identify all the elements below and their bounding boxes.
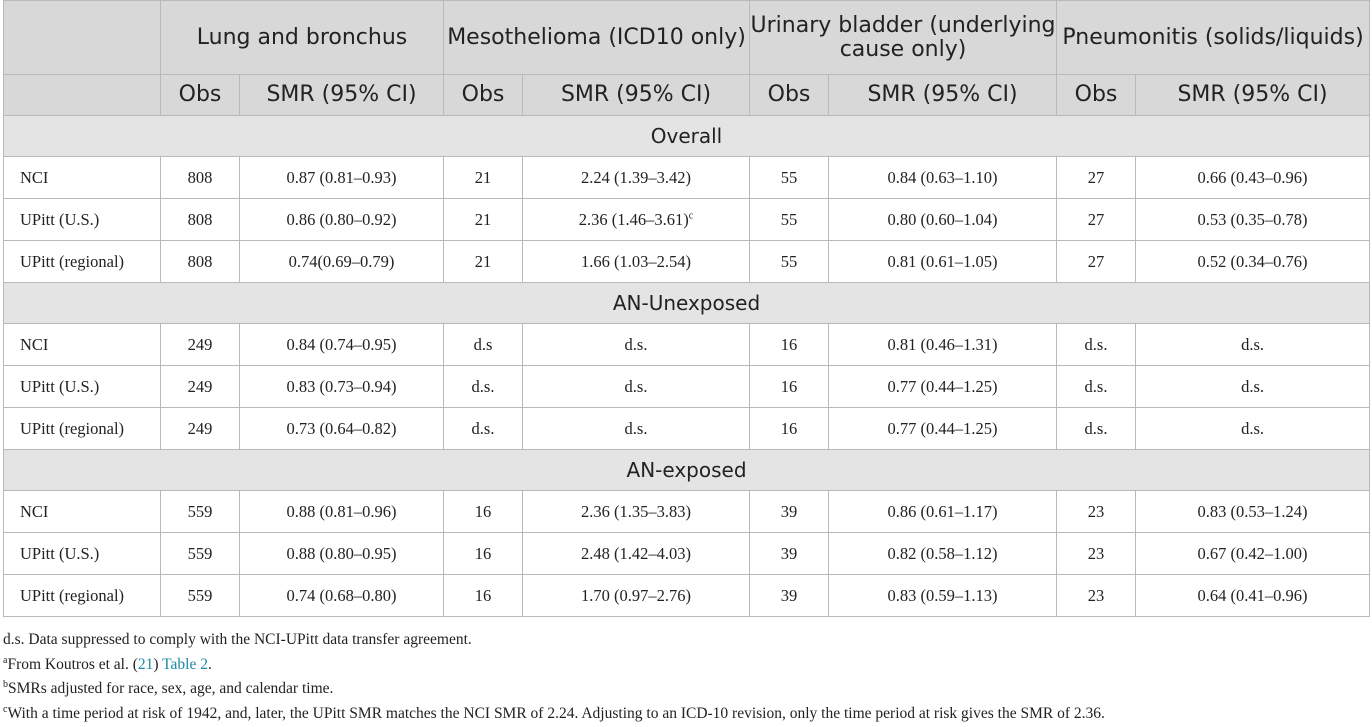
cell-value: 808 <box>187 251 213 271</box>
smr-cell <box>829 324 1057 366</box>
cell-value: 249 <box>187 418 213 438</box>
group-header: Urinary bladder (underlying cause only) <box>750 1 1057 75</box>
row-label: UPitt (U.S.) <box>4 533 161 575</box>
cell-value: 0.87 (0.81–0.93) <box>286 167 397 187</box>
obs-cell <box>161 533 240 575</box>
row-label: UPitt (regional) <box>4 575 161 617</box>
cell-value: 23 <box>1087 543 1105 563</box>
section-title: Overall <box>4 116 1370 157</box>
cell-value: 0.86 (0.61–1.17) <box>887 501 998 521</box>
cell-value: 808 <box>187 209 213 229</box>
obs-cell <box>750 157 829 199</box>
smr-cell <box>240 199 444 241</box>
smr-cell <box>523 324 750 366</box>
smr-cell <box>829 199 1057 241</box>
obs-cell <box>1057 533 1136 575</box>
footnotes <box>3 628 1369 726</box>
cell-value: 0.77 (0.44–1.25) <box>887 376 998 396</box>
obs-cell <box>1057 575 1136 617</box>
smr-cell <box>523 241 750 283</box>
smr-header: SMR (95% CI) <box>523 75 750 116</box>
cell-value: 21 <box>474 251 492 271</box>
obs-cell <box>444 199 523 241</box>
table-row <box>4 575 1370 617</box>
smr-cell <box>1136 408 1370 450</box>
obs-cell <box>444 575 523 617</box>
obs-header: Obs <box>1057 75 1136 116</box>
table-row <box>4 366 1370 408</box>
cell-value: 16 <box>780 334 798 354</box>
smr-cell <box>1136 157 1370 199</box>
cell-value: d.s. <box>1241 418 1264 438</box>
cell-value: 1.70 (0.97–2.76) <box>581 585 692 605</box>
obs-cell <box>1057 157 1136 199</box>
cell-value: d.s. <box>624 334 648 354</box>
cell-value: 0.88 (0.81–0.96) <box>286 501 397 521</box>
table-row <box>4 533 1370 575</box>
table-link[interactable]: Table 2 <box>162 655 208 673</box>
cell-value: 249 <box>187 376 213 396</box>
footnote-text: . <box>208 655 212 673</box>
obs-header: Obs <box>161 75 240 116</box>
section-title: AN-exposed <box>4 450 1370 491</box>
table-row <box>4 157 1370 199</box>
smr-cell <box>829 157 1057 199</box>
smr-cell <box>523 199 750 241</box>
cell-value: 0.83 (0.73–0.94) <box>286 376 397 396</box>
smr-header: SMR (95% CI) <box>1136 75 1370 116</box>
cell-value: 27 <box>1087 209 1105 229</box>
cell-value: 39 <box>780 501 798 521</box>
obs-cell <box>750 575 829 617</box>
cell-value: 2.36 (1.46–3.61) <box>578 209 689 229</box>
cell-value: d.s. <box>624 418 648 438</box>
obs-cell <box>161 491 240 533</box>
obs-cell <box>161 575 240 617</box>
cell-value: 55 <box>780 209 798 229</box>
footnote-a <box>3 653 1369 678</box>
header-corner <box>4 75 161 116</box>
smr-cell <box>829 408 1057 450</box>
cell-value: 23 <box>1087 585 1105 605</box>
header-row-groups <box>4 1 1370 75</box>
cell-value: 16 <box>780 376 798 396</box>
smr-cell <box>240 533 444 575</box>
obs-cell <box>444 408 523 450</box>
smr-cell <box>240 408 444 450</box>
cell-value: d.s. <box>1084 418 1108 438</box>
cell-value: 0.88 (0.80–0.95) <box>286 543 397 563</box>
smr-cell <box>523 157 750 199</box>
footnote-mark: b <box>3 678 8 690</box>
cell-value: 2.36 (1.35–3.83) <box>581 501 692 521</box>
cell-value: 0.74(0.69–0.79) <box>288 251 395 271</box>
cell-value: 23 <box>1087 501 1105 521</box>
cell-value: d.s. <box>624 376 648 396</box>
cell-value: 0.67 (0.42–1.00) <box>1197 543 1308 563</box>
cell-value: 2.24 (1.39–3.42) <box>581 167 692 187</box>
obs-cell <box>1057 199 1136 241</box>
obs-cell <box>161 408 240 450</box>
obs-cell <box>161 366 240 408</box>
cell-value: d.s. <box>471 376 495 396</box>
table-row <box>4 324 1370 366</box>
cell-value: 55 <box>780 251 798 271</box>
footnote-mark: c <box>688 210 694 221</box>
cell-value: d.s. <box>1084 334 1108 354</box>
cell-value: 0.83 (0.53–1.24) <box>1197 501 1308 521</box>
footnote-text: ) <box>153 655 163 673</box>
cell-value: 559 <box>187 585 213 605</box>
row-label: NCI <box>4 491 161 533</box>
obs-cell <box>750 533 829 575</box>
obs-cell <box>750 408 829 450</box>
cell-value: 27 <box>1087 167 1105 187</box>
cell-value: 559 <box>187 543 213 563</box>
section-row <box>4 116 1370 157</box>
section-title: AN-Unexposed <box>4 283 1370 324</box>
obs-cell <box>750 366 829 408</box>
cell-value: 0.74 (0.68–0.80) <box>286 585 397 605</box>
obs-cell <box>1057 366 1136 408</box>
group-header: Mesothelioma (ICD10 only) <box>444 1 750 75</box>
cell-value: 16 <box>780 418 798 438</box>
footnote-ds: d.s. Data suppressed to comply with the NCI-UPitt data transfer agreement. <box>3 631 472 648</box>
smr-cell <box>829 366 1057 408</box>
footnote-mark: c <box>3 703 8 715</box>
smr-cell <box>240 241 444 283</box>
cell-value: 0.64 (0.41–0.96) <box>1197 585 1308 605</box>
cell-value: 1.66 (1.03–2.54) <box>581 251 692 271</box>
cell-value: 0.52 (0.34–0.76) <box>1197 251 1308 271</box>
section-row <box>4 450 1370 491</box>
obs-cell <box>161 199 240 241</box>
cell-value: 0.82 (0.58–1.12) <box>887 543 998 563</box>
table-row <box>4 241 1370 283</box>
smr-cell <box>523 366 750 408</box>
cell-value: 0.66 (0.43–0.96) <box>1197 167 1308 187</box>
obs-cell <box>161 157 240 199</box>
row-label: UPitt (U.S.) <box>4 366 161 408</box>
cell-value: 0.53 (0.35–0.78) <box>1197 209 1308 229</box>
cell-value: 0.80 (0.60–1.04) <box>887 209 998 229</box>
row-label: UPitt (regional) <box>4 408 161 450</box>
obs-cell <box>750 241 829 283</box>
footnote-c <box>3 702 1369 727</box>
header-row-columns <box>4 75 1370 116</box>
obs-cell <box>1057 241 1136 283</box>
smr-cell <box>240 157 444 199</box>
table-row <box>4 491 1370 533</box>
table-body <box>4 116 1370 617</box>
section-row <box>4 283 1370 324</box>
obs-cell <box>444 324 523 366</box>
obs-cell <box>161 241 240 283</box>
footnote-text: SMRs adjusted for race, sex, age, and calendar time. <box>8 680 334 697</box>
smr-cell <box>240 491 444 533</box>
smr-header: SMR (95% CI) <box>240 75 444 116</box>
smr-cell <box>829 241 1057 283</box>
obs-header: Obs <box>444 75 523 116</box>
obs-cell <box>444 533 523 575</box>
smr-table <box>3 0 1370 617</box>
cell-value: d.s. <box>1084 376 1108 396</box>
row-label: UPitt (U.S.) <box>4 199 161 241</box>
cell-value: 0.86 (0.80–0.92) <box>286 209 397 229</box>
smr-cell <box>523 575 750 617</box>
table-row <box>4 199 1370 241</box>
footnote-mark: a <box>3 654 8 666</box>
row-label: NCI <box>4 157 161 199</box>
smr-header: SMR (95% CI) <box>829 75 1057 116</box>
cell-value: 559 <box>187 501 213 521</box>
smr-cell <box>1136 533 1370 575</box>
smr-cell <box>523 408 750 450</box>
cell-value: 55 <box>780 167 798 187</box>
obs-cell <box>444 491 523 533</box>
cell-value: d.s. <box>1241 334 1264 354</box>
smr-cell <box>523 533 750 575</box>
row-label: NCI <box>4 324 161 366</box>
smr-cell <box>1136 241 1370 283</box>
smr-cell <box>240 366 444 408</box>
cell-value: 0.73 (0.64–0.82) <box>286 418 397 438</box>
row-label: UPitt (regional) <box>4 241 161 283</box>
smr-cell <box>829 575 1057 617</box>
smr-cell <box>240 575 444 617</box>
cell-value: 39 <box>780 585 798 605</box>
obs-cell <box>161 324 240 366</box>
cell-value: d.s. <box>471 418 495 438</box>
smr-cell <box>1136 575 1370 617</box>
cell-value: 0.81 (0.61–1.05) <box>887 251 998 271</box>
smr-cell <box>829 491 1057 533</box>
cell-value: 27 <box>1087 251 1105 271</box>
smr-cell <box>1136 199 1370 241</box>
reference-link[interactable]: 21 <box>137 655 154 673</box>
header-corner <box>4 1 161 75</box>
cell-value: 2.48 (1.42–4.03) <box>581 543 692 563</box>
smr-cell <box>1136 324 1370 366</box>
obs-cell <box>1057 491 1136 533</box>
cell-value: 0.81 (0.46–1.31) <box>887 334 998 354</box>
cell-value: 21 <box>474 209 492 229</box>
smr-cell <box>240 324 444 366</box>
table-row <box>4 408 1370 450</box>
cell-value: 0.83 (0.59–1.13) <box>887 585 998 605</box>
obs-cell <box>444 241 523 283</box>
cell-value: 21 <box>474 167 492 187</box>
obs-cell <box>750 491 829 533</box>
cell-value: d.s. <box>1241 376 1264 396</box>
obs-header: Obs <box>750 75 829 116</box>
cell-value: 39 <box>780 543 798 563</box>
cell-value: 249 <box>187 334 213 354</box>
cell-value: 0.84 (0.74–0.95) <box>286 334 397 354</box>
obs-cell <box>750 199 829 241</box>
cell-value: 0.84 (0.63–1.10) <box>887 167 998 187</box>
obs-cell <box>750 324 829 366</box>
footnote-text: With a time period at risk of 1942, and, later, the UPitt SMR matches the NCI SMR of 2.24. Adjusting to an ICD-10 revision, only the time period at risk gives the SMR of 2.36. <box>7 704 1105 722</box>
obs-cell <box>1057 324 1136 366</box>
cell-value: 16 <box>474 543 492 563</box>
cell-value: 0.77 (0.44–1.25) <box>887 418 998 438</box>
obs-cell <box>1057 408 1136 450</box>
group-header: Pneumonitis (solids/liquids) <box>1057 1 1370 75</box>
cell-value: 16 <box>474 585 492 605</box>
obs-cell <box>444 157 523 199</box>
smr-cell <box>1136 491 1370 533</box>
cell-value: 808 <box>187 167 213 187</box>
cell-value: 16 <box>474 501 492 521</box>
footnote-text: From Koutros et al. ( <box>7 655 138 673</box>
group-header: Lung and bronchus <box>161 1 444 75</box>
smr-cell <box>829 533 1057 575</box>
footnote-b <box>3 677 1369 702</box>
obs-cell <box>444 366 523 408</box>
cell-value: d.s <box>473 334 493 354</box>
smr-cell <box>523 491 750 533</box>
smr-cell <box>1136 366 1370 408</box>
